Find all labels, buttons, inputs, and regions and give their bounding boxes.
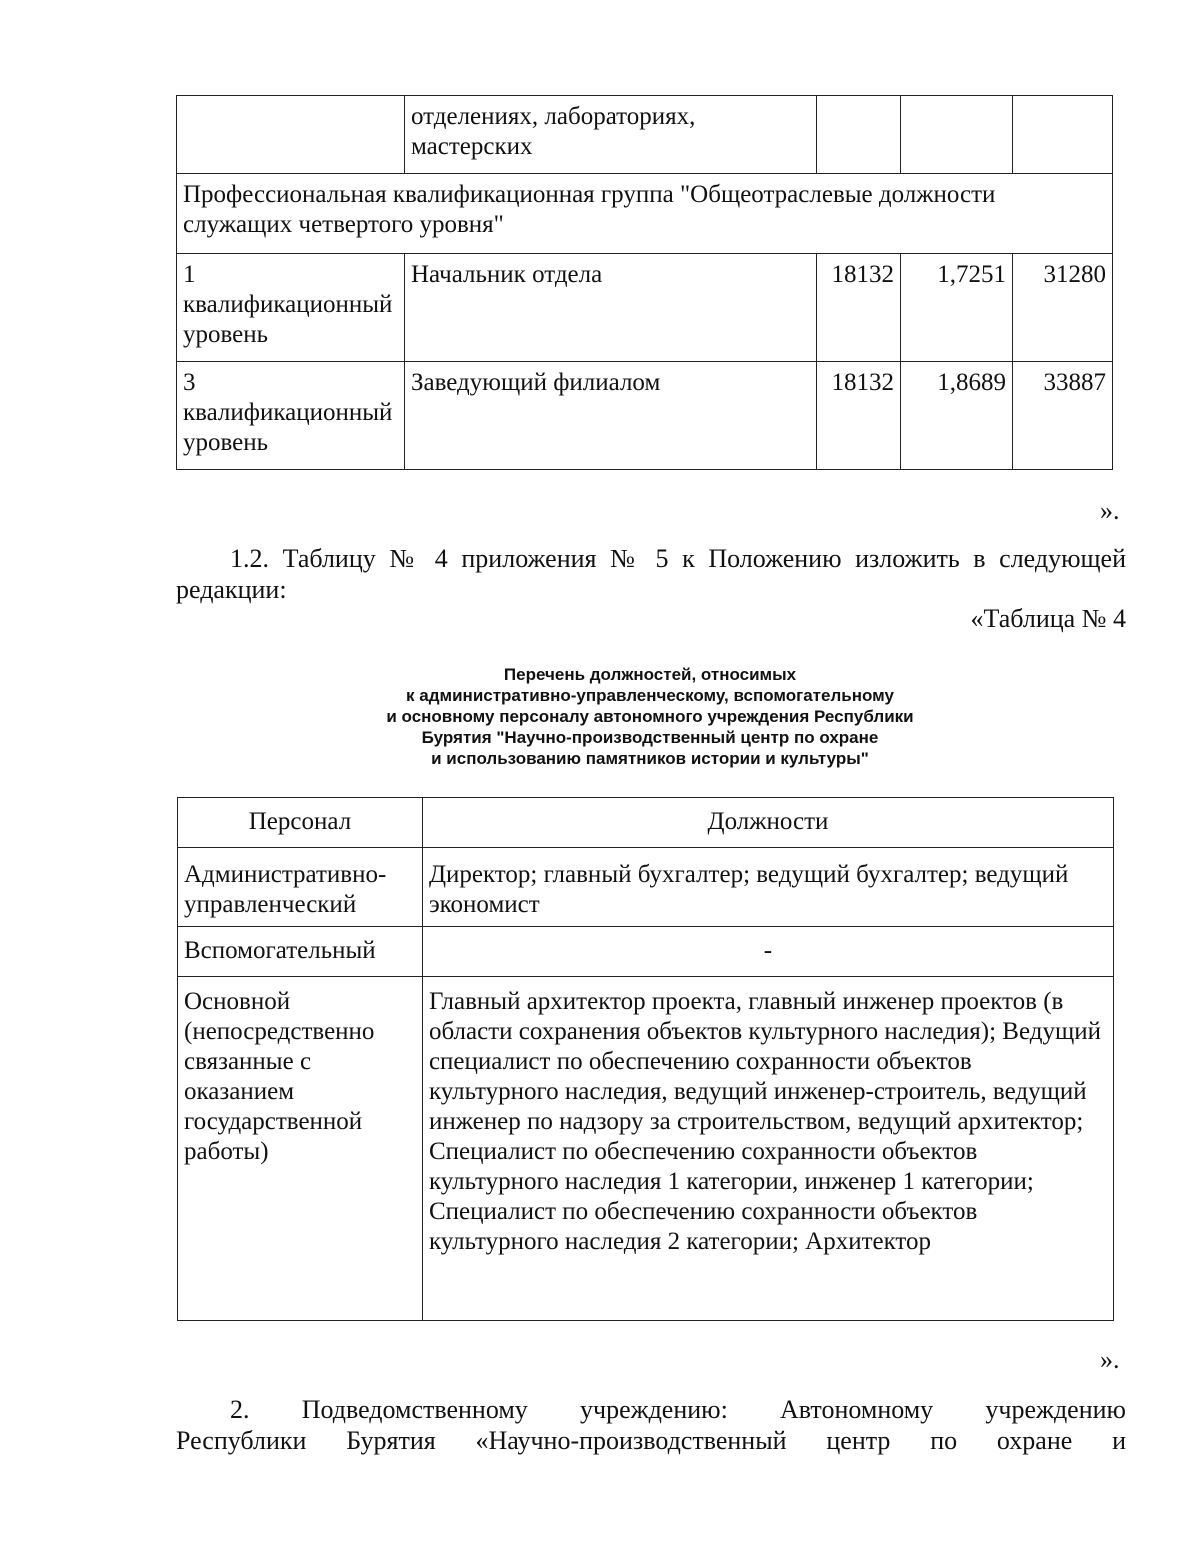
staff-table — [177, 797, 1114, 1321]
positions-cell: - — [422, 927, 1113, 977]
coef-cell: 1,7251 — [901, 254, 1013, 362]
paragraph-word: и — [1112, 1426, 1126, 1455]
table-cell: отделениях, лабораториях, мастерских — [405, 96, 817, 174]
total-cell: 33887 — [1013, 362, 1113, 470]
document-title — [250, 664, 1050, 769]
paragraph-word: учреждению — [985, 1395, 1126, 1424]
coef-cell: 1,8689 — [901, 362, 1013, 470]
table-row — [178, 977, 1114, 1321]
salary-cell: 18132 — [817, 254, 901, 362]
position-cell: Начальник отдела — [405, 254, 817, 362]
table-row — [177, 96, 1113, 174]
table-cell — [1013, 96, 1113, 174]
paragraph-word: охране — [996, 1426, 1073, 1455]
paragraph-word: учреждению: — [580, 1395, 728, 1424]
level-cell: 1 квалификационный уровень — [177, 254, 405, 362]
closing-quote: ». — [1100, 1345, 1120, 1374]
paragraph-1-2: 1.2. Таблицу № 4 приложения № 5 к Положению изложить в следующей редакции: — [176, 544, 1126, 604]
paragraph-word: «Научно-производственный — [475, 1426, 787, 1455]
staff-cell: Административно-управленческий — [178, 848, 423, 927]
paragraph-word: Подведомственному — [301, 1395, 528, 1424]
level-cell: 3 квалификационный уровень — [177, 362, 405, 470]
table-row — [177, 254, 1113, 362]
header-staff: Персонал — [178, 798, 423, 848]
title-line: Перечень должностей, относимых — [503, 665, 797, 684]
paragraph-word: Республики — [176, 1426, 307, 1455]
positions-cell: Директор; главный бухгалтер; ведущий бухгалтер; ведущий экономист — [422, 848, 1113, 927]
paragraph-2-line-2 — [176, 1425, 1126, 1456]
header-positions: Должности — [422, 798, 1113, 848]
position-cell: Заведующий филиалом — [405, 362, 817, 470]
table-header-row — [178, 798, 1114, 848]
title-line: и использованию памятников истории и культуры" — [431, 749, 869, 768]
table-label: «Таблица № 4 — [970, 604, 1126, 633]
table-row — [177, 362, 1113, 470]
paragraph-word: Автономному — [780, 1395, 934, 1424]
paragraph-word: по — [930, 1426, 958, 1455]
paragraph-number: 2. — [230, 1395, 250, 1424]
positions-cell: Главный архитектор проекта, главный инженер проектов (в области сохранения объектов культурного наследия); Ведущий специалист по обеспечению сохранности объектов культурного наследия, ведущий инженер-строитель, ведущий инженер по надзору за строительством, ведущий архитектор; Специалист по обеспечению сохранности объектов культурного наследия 1 категории, инженер 1 категории; Специалист по обеспечению сохранности объектов культурного наследия 2 категории; Архитектор — [422, 977, 1113, 1321]
closing-quote: ». — [1100, 496, 1120, 525]
salary-cell: 18132 — [817, 362, 901, 470]
title-line: Бурятия "Научно-производственный центр по охране — [421, 728, 879, 747]
table-cell — [901, 96, 1013, 174]
salary-table — [176, 95, 1113, 470]
staff-cell: Основной (непосредственно связанные с оказанием государственной работы) — [178, 977, 423, 1321]
table-row — [178, 848, 1114, 927]
paragraph-2-line-1 — [176, 1394, 1126, 1425]
title-line: и основному персоналу автономного учреждения Республики — [386, 707, 914, 726]
table-row — [177, 174, 1113, 254]
paragraph-word: центр — [826, 1426, 891, 1455]
table-cell — [177, 96, 405, 174]
total-cell: 31280 — [1013, 254, 1113, 362]
table-row — [178, 927, 1114, 977]
staff-cell: Вспомогательный — [178, 927, 423, 977]
group-header-cell: Профессиональная квалификационная группа "Общеотраслевые должности служащих четвертого уровня" — [177, 174, 1113, 254]
table-cell — [817, 96, 901, 174]
paragraph-word: Бурятия — [346, 1426, 436, 1455]
title-line: к административно-управленческому, вспомогательному — [406, 686, 894, 705]
